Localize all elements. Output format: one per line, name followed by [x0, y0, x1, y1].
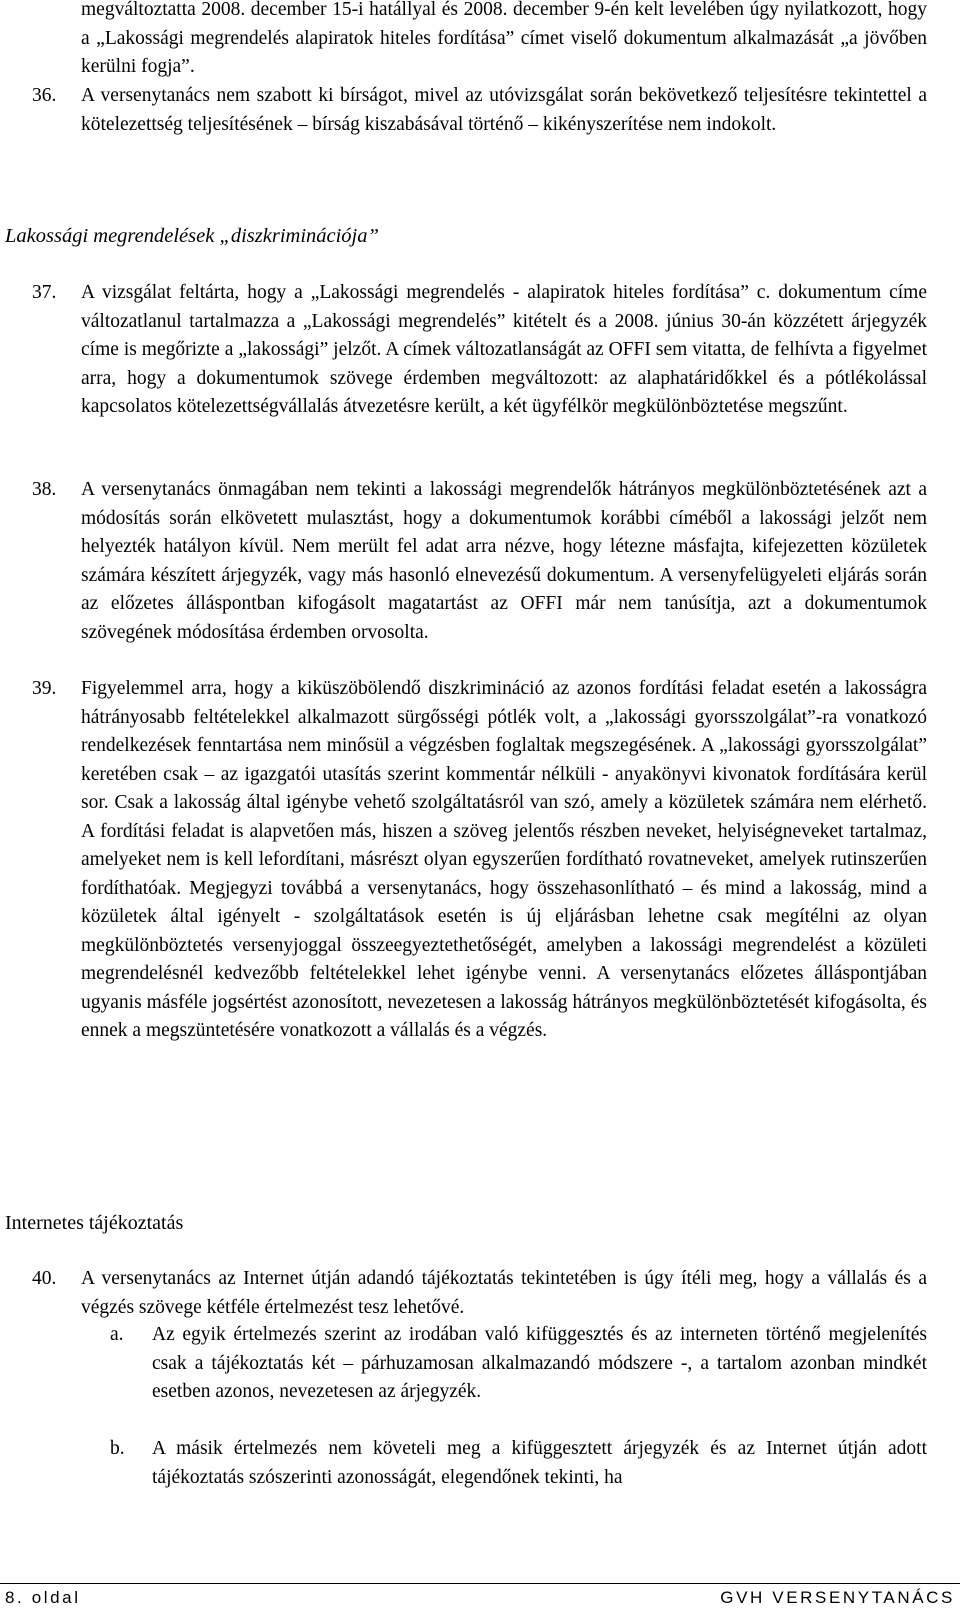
sub-item-label: b.	[110, 1438, 125, 1459]
paragraph-text: Figyelemmel arra, hogy a kiküszöbölendő diszkrimináció az azonos fordítási feladat esetén a lakosságra hátrányosabb feltételekkel alkalmazott sürgősségi pótlék volt, a „lakossági gyorsszolgálat”-ra vonatkozó rendelkezések fenntartása nem minősül a végzésben foglaltak megszegésének. A „lakossági gyorsszolgálat” keretében csak – az igazgatói utasítás szerint kommentár nélküli - anyakönyvi kivonatok fordítására kerül sor. Csak a lakosság által igénybe vehető szolgáltatásról van szó, amely a közületek számára nem elérhető. A fordítási feladat is alapvetően más, hiszen a szöveg jelentős részben neveket, helyiségneveket tartalmaz, amelyeket nem is kell lefordítani, másrészt olyan egyszerűen fordítható rovatneveket, amelyek rutinszerűen fordíthatóak. Megjegyzi továbbá a versenytanács, hogy összehasonlítható – és mind a lakosság, mind a közületek által igényelt - szolgáltatások esetén is új eljárásban lehetne csak megítélni az olyan megkülönböztetés versenyjoggal összeegyeztethetőségét, amelyben a lakossági megrendelést a közületi megrendelésnél kedvezőbb feltételekkel lehet igénybe venni. A versenytanács előzetes álláspontjában ugyanis másféle jogsértést azonosított, nevezetesen a lakosság hátrányos megkülönböztetését kifogásolta, és ennek a megszüntetésére vonatkozott a vállalás és a végzés.	[81, 678, 927, 1041]
paragraph-number: 37.	[32, 282, 57, 303]
sub-item-a	[110, 1321, 927, 1407]
sub-item-text: A másik értelmezés nem követeli meg a kifüggesztett árjegyzék és az Internet útján adott tájékoztatás szószerinti azonosságát, elegendőnek tekinti, ha	[152, 1438, 927, 1488]
paragraph-38	[32, 476, 927, 647]
paragraph-text: A vizsgálat feltárta, hogy a „Lakossági megrendelés - alapiratok hiteles fordítása” c. dokumentum címe változatlanul tartalmazza a „Lakossági megrendelés” kitételt és a 2008. június 30-án közzétett árjegyzék címe is megőrizte a „lakossági” jelzőt. A címek változatlanságát az OFFI sem vitatta, de felhívta a figyelmet arra, hogy a dokumentumok szövege érdemben megváltozott: az alaphatáridőkkel és a pótlékolással kapcsolatos kötelezettségvállalás átvezetésre került, a két ügyfélkör megkülönböztetése megszűnt.	[81, 282, 927, 417]
paragraph-number: 39.	[32, 678, 57, 699]
paragraph-text: A versenytanács önmagában nem tekinti a lakossági megrendelők hátrányos megkülönböztetésének azt a módosítás során elkövetett mulasztást, hogy a dokumentumok korábbi címéből a lakossági jelzőt nem helyezték hatályon kívül. Nem merült fel adat arra nézve, hogy létezne másfajta, kifejezetten közületek számára készített árjegyzék, vagy más hasonló elnevezésű dokumentum. A versenyfelügyeleti eljárás során az előzetes álláspontban kifogásolt magatartást az OFFI már nem tanúsítja, azt a dokumentumok szövegének módosítása érdemben orvosolta.	[81, 479, 927, 643]
paragraph-36	[32, 82, 927, 139]
paragraph-39	[32, 675, 927, 1046]
paragraph-40	[32, 1265, 927, 1322]
paragraph-text: A versenytanács nem szabott ki bírságot, mivel az utóvizsgálat során bekövetkező teljesítésre tekintettel a kötelezettség teljesítésének – bírság kiszabásával történő – kikényszerítése nem indokolt.	[81, 85, 927, 135]
footer-org-name: GVH VERSENYTANÁCS	[720, 1588, 955, 1607]
paragraph-number: 40.	[32, 1268, 57, 1289]
paragraph-number: 36.	[32, 85, 57, 106]
section-heading-internet: Internetes tájékoztatás	[5, 1212, 184, 1234]
intro-paragraph: megváltoztatta 2008. december 15-i hatállyal és 2008. december 9-én kelt levelében úgy nyilatkozott, hogy a „Lakossági megrendelés alapiratok hiteles fordítása” címet viselő dokumentum alkalmazását „a jövőben kerülni fogja”.	[81, 0, 927, 77]
sub-item-label: a.	[110, 1324, 124, 1345]
paragraph-37	[32, 279, 927, 422]
sub-item-text: Az egyik értelmezés szerint az irodában való kifüggesztés és az interneten történő megjelenítés csak a tájékoztatás két – párhuzamosan alkalmazandó módszere -, a tartalom azonban mindkét esetben azonos, nevezetesen az árjegyzék.	[152, 1324, 927, 1402]
paragraph-text: A versenytanács az Internet útján adandó tájékoztatás tekintetében is úgy ítéli meg, hogy a vállalás és a végzés szövege kétféle értelmezést tesz lehetővé.	[81, 1268, 927, 1318]
paragraph-number: 38.	[32, 479, 57, 500]
footer-divider	[0, 1583, 960, 1584]
section-heading-discrimination: Lakossági megrendelések „diszkriminációja”	[5, 225, 379, 247]
sub-item-b	[110, 1435, 927, 1492]
footer-page-number: 8. oldal	[5, 1588, 81, 1607]
